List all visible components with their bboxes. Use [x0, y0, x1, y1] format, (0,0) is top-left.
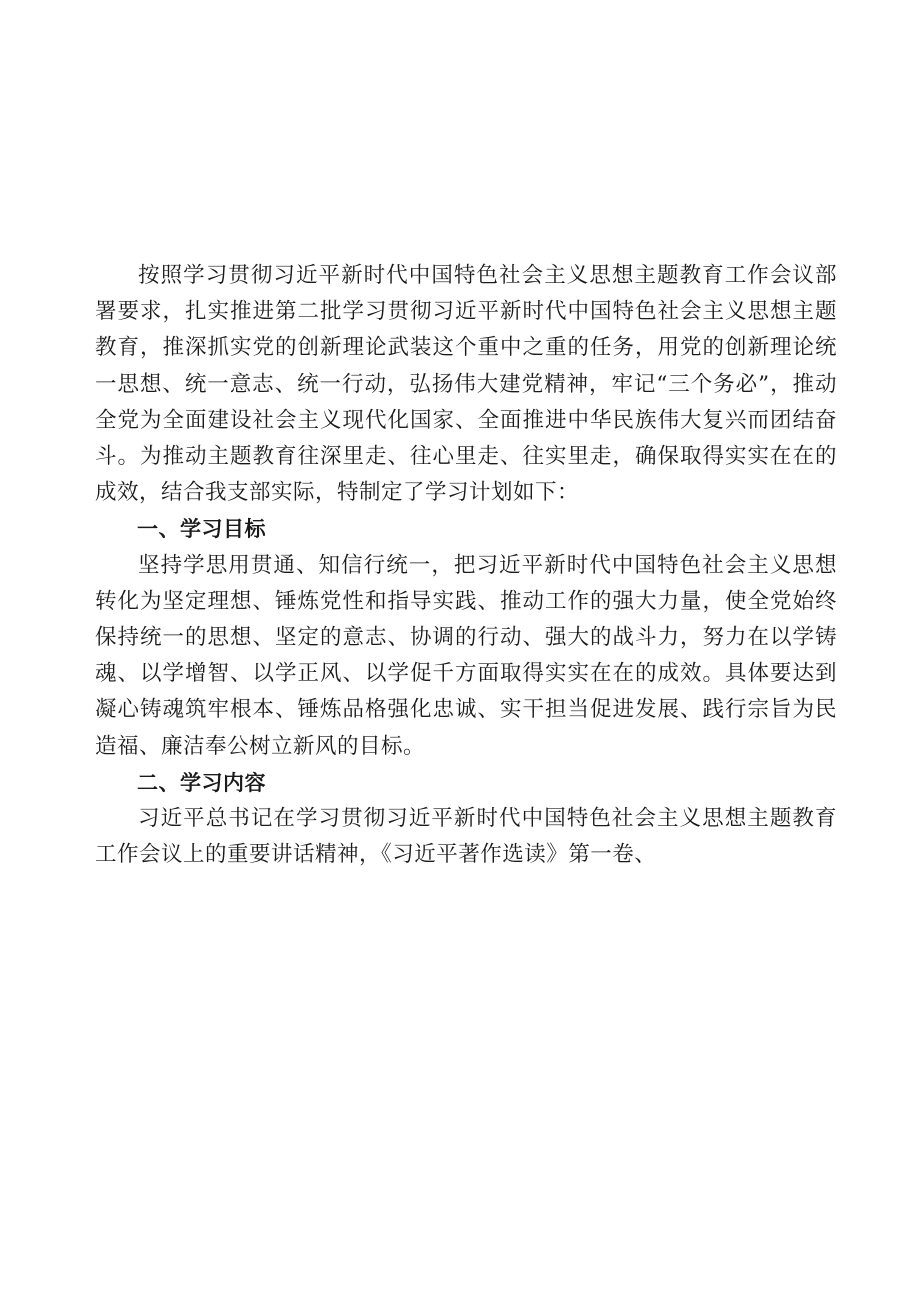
content-paragraph: 习近平总书记在学习贯彻习近平新时代中国特色社会主义思想主题教育工作会议上的重要讲话精神，《习近平著作选读》第一卷、	[95, 806, 837, 868]
intro-paragraph: 按照学习贯彻习近平新时代中国特色社会主义思想主题教育工作会议部署要求，扎实推进第二批学习贯彻习近平新时代中国特色社会主义思想主题教育，推深抓实党的创新理论武装这个重中之重的任务，用党的创新理论统一思想、统一意志、统一行动，弘扬伟大建党精神，牢记“三个务必”，推动全党为全面建设社会主义现代化国家、全面推进中华民族伟大复兴而团结奋斗。为推动主题教育往深里走、往心里走、往实里走，确保取得实实在在的成效，结合我支部实际，特制定了学习计划如下：	[95, 263, 837, 506]
goals-paragraph: 坚持学思用贯通、知信行统一，把习近平新时代中国特色社会主义思想转化为坚定理想、锤炼党性和指导实践、推动工作的强大力量，使全党始终保持统一的思想、坚定的意志、协调的行动、强大的战斗力，努力在以学铸魂、以学增智、以学正风、以学促千方面取得实实在在的成效。具体要达到凝心铸魂筑牢根本、锤炼品格强化忠诚、实干担当促进发展、践行宗旨为民造福、廉洁奉公树立新风的目标。	[95, 552, 837, 759]
section-heading-goals: 一、学习目标	[137, 517, 266, 542]
section-heading-content: 二、学习内容	[137, 770, 266, 795]
document-body	[95, 258, 837, 873]
